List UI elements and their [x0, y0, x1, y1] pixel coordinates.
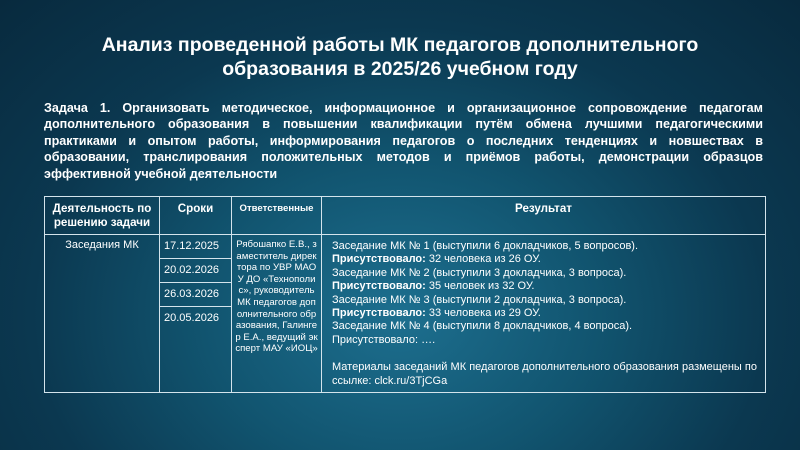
date-item-4: 20.05.2026 [164, 312, 220, 324]
header-dates: Сроки [160, 197, 232, 235]
date-item-1: 17.12.2025 [160, 235, 231, 259]
attendance-1-value: 32 человека из 26 ОУ. [425, 253, 541, 266]
attendance-2-label: Присутствовало: [332, 280, 426, 293]
slide-title-line-1: Анализ проведенной работы МК педагогов дополнительного [101, 34, 699, 56]
attendance-3-label: Присутствовало: [332, 307, 426, 320]
date-item-2: 20.02.2026 [160, 259, 231, 283]
attendance-2 [332, 280, 757, 293]
session-1-text: Заседание МК № 1 (выступили 6 докладчиков, 5 вопросов). [332, 240, 639, 252]
task-description: Задача 1. Организовать методическое, информационное и организационное сопровождение педагогам дополнительного образования в повышении квалификации путём обмена лучшими педагогическими практиками и опытом работы, информирования педагогов о последних тенденциях и новшествах в образовании, транслирования положительных методов и приёмов работы, демонстрации образцов эффективной учебной деятельности [44, 101, 763, 181]
result-cell [322, 235, 766, 393]
table-header-row [45, 197, 766, 235]
session-4-text: Заседание МК № 4 (выступили 8 докладчиков, 4 вопроса). [332, 320, 633, 333]
activity-cell: Заседания МК [45, 235, 160, 393]
session-3-text: Заседание МК № 3 (выступили 2 докладчика, 3 вопроса). [332, 293, 627, 306]
responsible-cell: Рябошапко Е.В., заместитель директора по УВР МАОУ ДО «Технополис», руководитель МК педагогов дополнительного образования, Галингер Е.А., ведущий эксперт МАУ «ИОЦ» [232, 235, 322, 393]
header-responsible: Ответственные [232, 197, 322, 235]
attendance-1 [332, 253, 757, 266]
attendance-3-value: 33 человека из 29 ОУ. [425, 307, 541, 320]
slide-title [60, 33, 740, 81]
dates-cell [160, 235, 232, 393]
header-activity: Деятельность по решению задачи [45, 197, 160, 235]
attendance-4: Присутствовало: …. [332, 333, 436, 346]
header-result: Результат [322, 197, 766, 235]
attendance-2-value: 35 человек из 32 ОУ. [425, 280, 535, 293]
session-2-text: Заседание МК № 2 (выступили 3 докладчика, 3 вопроса). [332, 266, 627, 279]
date-item-3: 26.03.2026 [160, 283, 231, 307]
table-row [45, 235, 766, 393]
materials-link-text: Материалы заседаний МК педагогов дополнительного образования размещены по ссылке: clck.ru/3TjCGa [332, 361, 757, 387]
attendance-3 [332, 307, 757, 320]
results-table [44, 196, 766, 393]
slide-title-line-2: образования в 2025/26 учебном году [222, 58, 578, 80]
attendance-1-label: Присутствовало: [332, 253, 426, 266]
